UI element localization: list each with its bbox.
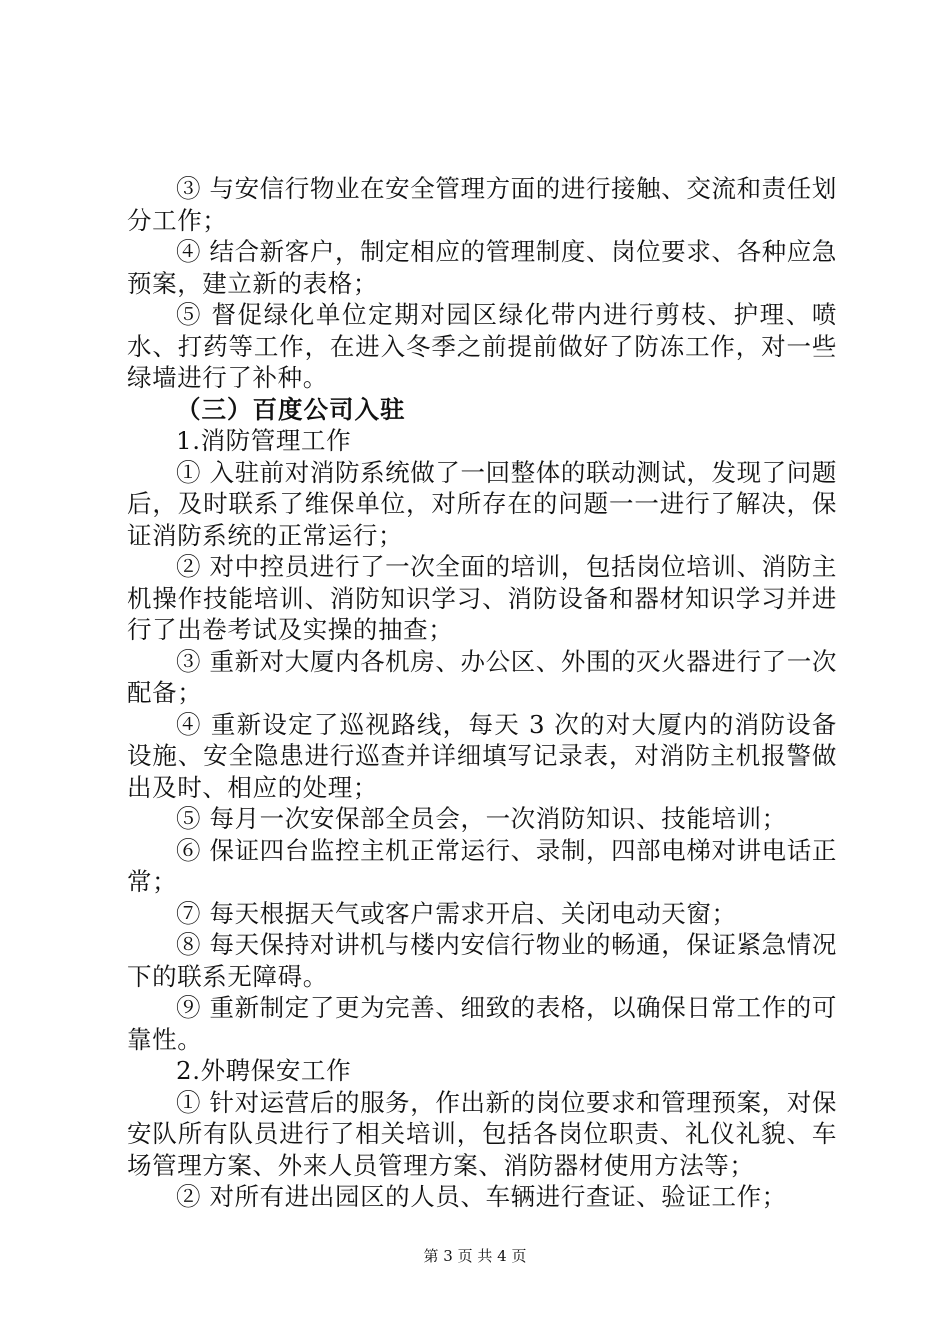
- section-heading-baidu-entry: （三）百度公司入驻: [176, 394, 406, 424]
- paragraph-fire-item-2: ② 对中控员进行了一次全面的培训，包括岗位培训、消防主机操作技能培训、消防知识学习、消防设备和器材知识学习并进行了出卷考试及实操的抽查；: [127, 552, 837, 644]
- paragraph-guard-item-1: ① 针对运营后的服务，作出新的岗位要求和管理预案，对保安队所有队员进行了相关培训，包括各岗位职责、礼仪礼貌、车场管理方案、外来人员管理方案、消防器材使用方法等；: [127, 1087, 837, 1180]
- paragraph-fire-item-6: ⑥ 保证四台监控主机正常运行、录制，四部电梯对讲电话正常；: [127, 835, 837, 896]
- paragraph-item-4-new-rules: ④ 结合新客户，制定相应的管理制度、岗位要求、各种应急预案，建立新的表格；: [127, 237, 837, 298]
- paragraph-fire-item-4: ④ 重新设定了巡视路线，每天 3 次的对大厦内的消防设备设施、安全隐患进行巡查并详细填写记录表，对消防主机报警做出及时、相应的处理；: [127, 709, 837, 802]
- subheading-security-guards: 2.外聘保安工作: [176, 1056, 352, 1085]
- paragraph-guard-item-2: ② 对所有进出园区的人员、车辆进行查证、验证工作；: [176, 1182, 787, 1211]
- paragraph-fire-item-5: ⑤ 每月一次安保部全员会，一次消防知识、技能培训；: [176, 804, 787, 833]
- subheading-fire-management: 1.消防管理工作: [176, 426, 352, 455]
- paragraph-fire-item-7: ⑦ 每天根据天气或客户需求开启、关闭电动天窗；: [176, 898, 737, 928]
- page-number-footer: 第 3 页 共 4 页: [423, 1247, 527, 1265]
- paragraph-item-3-handover: ③ 与安信行物业在安全管理方面的进行接触、交流和责任划分工作；: [127, 174, 837, 235]
- paragraph-fire-item-1: ① 入驻前对消防系统做了一回整体的联动测试，发现了问题后，及时联系了维保单位，对所存在的问题一一进行了解决，保证消防系统的正常运行；: [127, 457, 837, 550]
- document-body: [127, 173, 837, 1213]
- paragraph-fire-item-8: ⑧ 每天保持对讲机与楼内安信行物业的畅通，保证紧急情况下的联系无障碍。: [127, 930, 837, 991]
- paragraph-item-5-greening: ⑤ 督促绿化单位定期对园区绿化带内进行剪枝、护理、喷水、打药等工作，在进入冬季之前提前做好了防冻工作，对一些绿墙进行了补种。: [127, 300, 837, 392]
- paragraph-fire-item-3: ③ 重新对大厦内各机房、办公区、外围的灭火器进行了一次配备；: [127, 646, 837, 707]
- paragraph-fire-item-9: ⑨ 重新制定了更为完善、细致的表格，以确保日常工作的可靠性。: [127, 993, 837, 1054]
